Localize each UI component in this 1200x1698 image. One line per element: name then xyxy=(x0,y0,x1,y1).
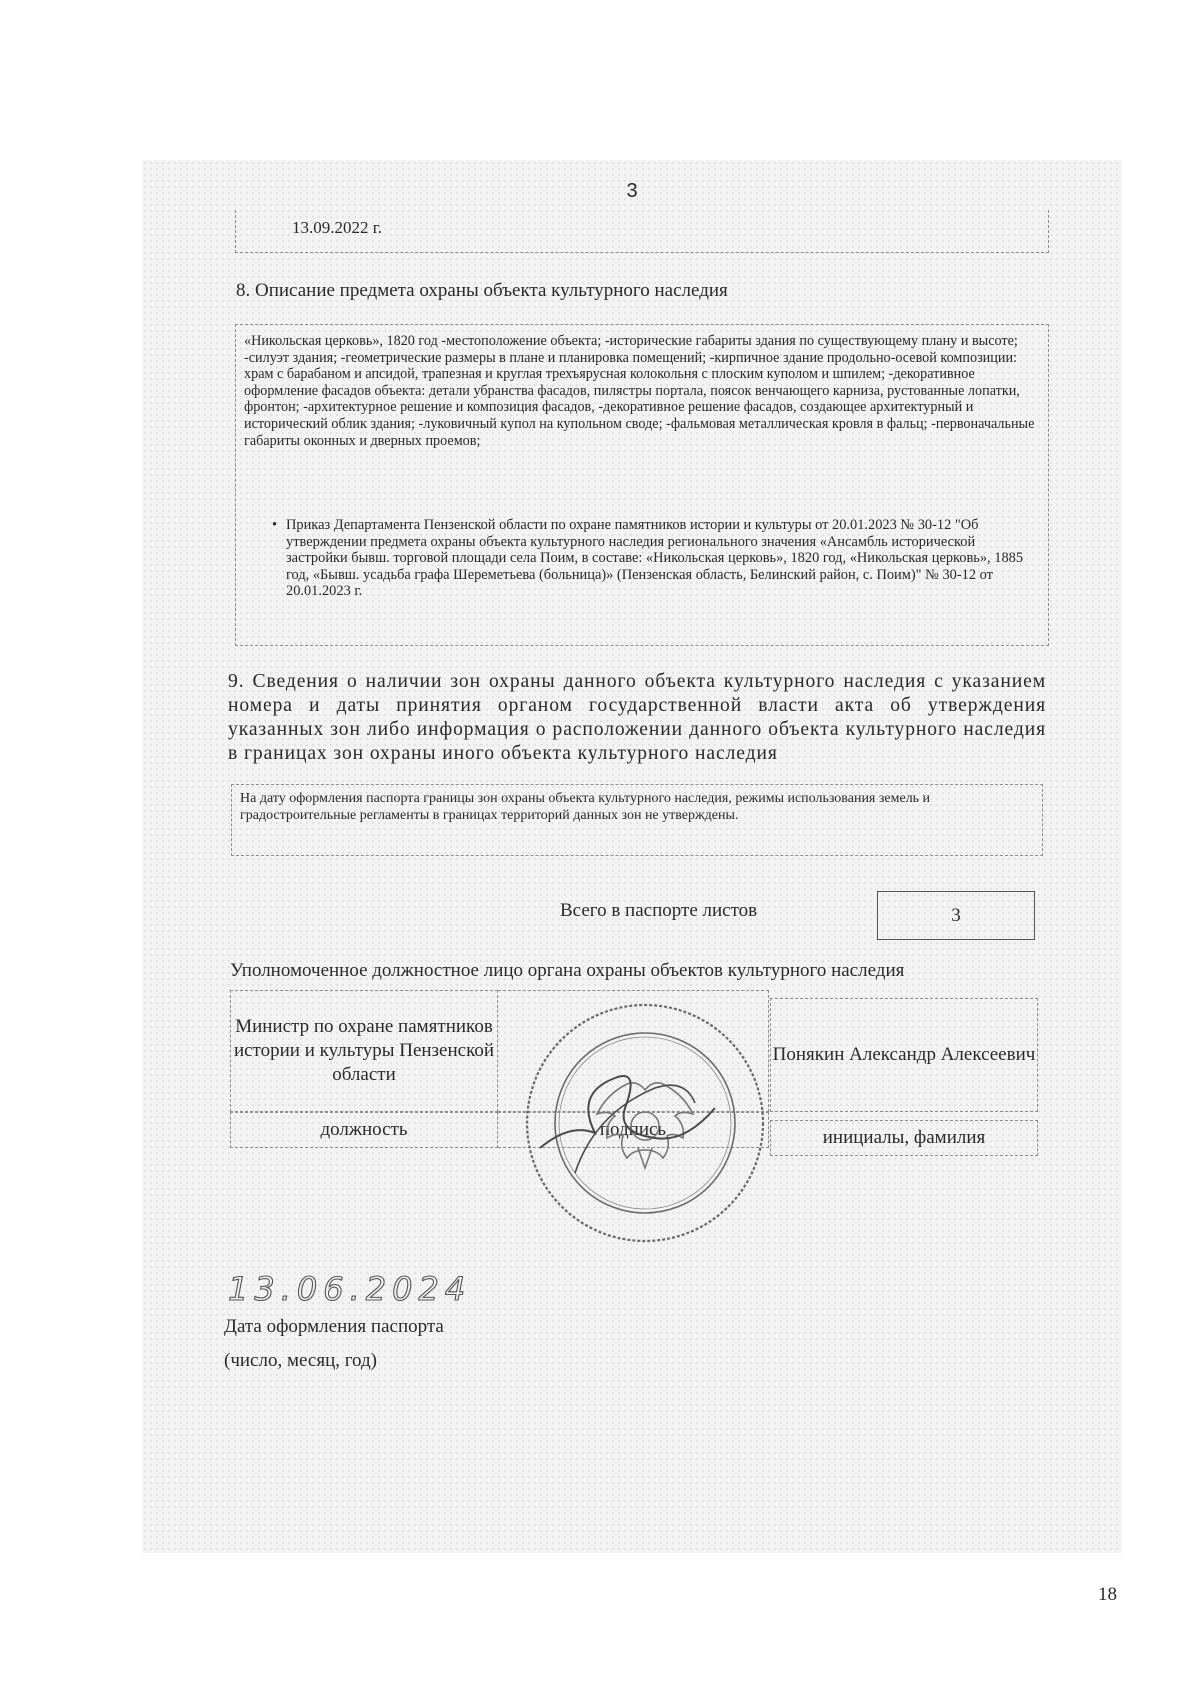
position-label: должность xyxy=(230,1112,498,1148)
handwritten-date-text: 13.06.2024 xyxy=(228,1270,472,1308)
name-label: инициалы, фамилия xyxy=(770,1120,1038,1156)
issue-date-label-line1: Дата оформления паспорта xyxy=(224,1316,444,1337)
position-value: Министр по охране памятников истории и культуры Пензенской области xyxy=(233,1016,495,1085)
official-title: Уполномоченное должностное лицо органа охраны объектов культурного наследия xyxy=(230,960,905,981)
bullet-icon: • xyxy=(272,517,278,533)
signature-label: подпись xyxy=(498,1112,769,1148)
emblem-icon xyxy=(597,1083,693,1168)
section8-bullet-text: Приказ Департамента Пензенской области по охране памятников истории и культуры от 20.01.2023 № 30-12 "Об утверждении предмета охраны объекта культурного наследия регионального значения «Ансамбль исторической застройки бывш. торговой площади села Поим, в составе: «Никольская церковь», 1820 год, «Никольская церковь», 1885 год, «Бывш. усадьба графа Шереметьева (больница)» (Пензенская область, Белинский район, с. Поим)" № 30-12 от 20.01.2023 г. xyxy=(286,517,1024,600)
official-seal xyxy=(520,998,770,1248)
section9-title: 9. Сведения о наличии зон охраны данного объекта культурного наследия с указанием номера и даты принятия органом государственной власти акта об утверждения указанных зон либо информация о расположении данного объекта культурного наследия в границах зон охраны иного объекта культурного наследия xyxy=(228,671,1046,764)
issue-date-label-line2: (число, месяц, год) xyxy=(224,1350,378,1371)
handwritten-signature xyxy=(540,1076,715,1148)
section9-box xyxy=(231,784,1043,856)
scanned-page xyxy=(142,160,1122,1553)
name-value: Понякин Александр Алексеевич xyxy=(772,1044,1036,1065)
position-cell xyxy=(230,990,498,1112)
section8-bullet xyxy=(272,517,1036,600)
name-cell xyxy=(770,998,1038,1112)
section8-box xyxy=(235,324,1049,646)
section8-title: 8. Описание предмета охраны объекта культурного наследия xyxy=(236,280,728,301)
section8-text: «Никольская церковь», 1820 год -местоположение объекта; -исторические габариты здания по существующему плану и высоте; -силуэт здания; -геометрические размеры в плане и планировка помещений; -кирпичное здание продольно-осевой композиции: храм с барабаном и апсидой, трапезная и круглая трехъярусная колокольня с плоским куполом и шпилем; -декоративное оформление фасадов объекта: детали убранства фасадов, пилястры портала, поясок венчающего карниза, рустованные лопатки, фронтон; -архитектурное решение и композиция фасадов, -декоративное решение фасадов, создающее архитектурный и исторический облик здания; -луковичный купол на купольном своде; -фальмовая металлическая кровля в фальц; -первоначальные габариты оконных и дверных проемов; xyxy=(244,333,1035,449)
previous-section-date: 13.09.2022 г. xyxy=(292,218,383,237)
issue-date-label xyxy=(224,1310,444,1378)
sheet-number: 3 xyxy=(626,180,638,202)
page-number: 18 xyxy=(1098,1584,1117,1605)
total-sheets-label: Всего в паспорте листов xyxy=(560,900,758,921)
handwritten-date xyxy=(222,1262,472,1312)
total-sheets-value: 3 xyxy=(877,891,1035,940)
section9-text: На дату оформления паспорта границы зон охраны объекта культурного наследия, режимы использования земель и градостроительные регламенты в границах территорий данных зон не утверждены. xyxy=(240,791,931,823)
